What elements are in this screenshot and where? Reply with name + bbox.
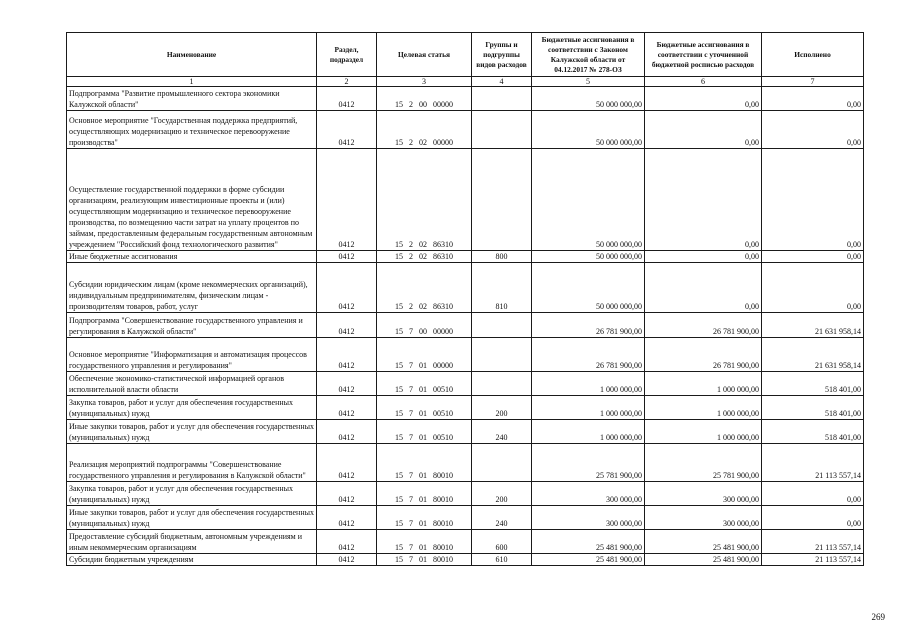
row-name: Подпрограмма "Совершенствование государственного управления и регулирования в Калужской области" xyxy=(67,313,317,338)
row-name: Предоставление субсидий бюджетным, автономным учреждениям и иным некоммерческим организациям xyxy=(67,530,317,554)
row-group: 800 xyxy=(472,251,532,263)
row-law: 25 481 900,00 xyxy=(532,554,645,566)
row-section: 0412 xyxy=(317,530,377,554)
row-executed: 0,00 xyxy=(762,87,864,111)
page-number: 269 xyxy=(871,612,885,622)
column-number: 5 xyxy=(532,77,645,87)
table-row xyxy=(67,444,864,482)
row-law: 50 000 000,00 xyxy=(532,87,645,111)
row-law: 1 000 000,00 xyxy=(532,420,645,444)
row-law: 50 000 000,00 xyxy=(532,251,645,263)
row-executed: 21 631 958,14 xyxy=(762,338,864,372)
row-group: 600 xyxy=(472,530,532,554)
row-section: 0412 xyxy=(317,482,377,506)
row-section: 0412 xyxy=(317,313,377,338)
row-name: Закупка товаров, работ и услуг для обеспечения государственных (муниципальных) нужд xyxy=(67,482,317,506)
row-executed: 0,00 xyxy=(762,263,864,313)
row-section: 0412 xyxy=(317,111,377,149)
table-row xyxy=(67,482,864,506)
row-law: 1 000 000,00 xyxy=(532,372,645,396)
row-target: 15 2 02 86310 xyxy=(377,149,472,251)
header-section: Раздел, подраздел xyxy=(317,33,377,77)
row-section: 0412 xyxy=(317,87,377,111)
column-number: 2 xyxy=(317,77,377,87)
table-row xyxy=(67,554,864,566)
column-number: 4 xyxy=(472,77,532,87)
row-law: 50 000 000,00 xyxy=(532,149,645,251)
header-row xyxy=(67,33,864,77)
row-group: 200 xyxy=(472,396,532,420)
table-row xyxy=(67,506,864,530)
row-target: 15 7 01 80010 xyxy=(377,444,472,482)
header-groups: Группы и подгруппы видов расходов xyxy=(472,33,532,77)
row-law: 300 000,00 xyxy=(532,482,645,506)
row-section: 0412 xyxy=(317,554,377,566)
row-name: Иные закупки товаров, работ и услуг для обеспечения государственных (муниципальных) нужд xyxy=(67,506,317,530)
row-group xyxy=(472,313,532,338)
row-refined: 300 000,00 xyxy=(645,482,762,506)
row-law: 1 000 000,00 xyxy=(532,396,645,420)
column-number: 3 xyxy=(377,77,472,87)
row-name: Субсидии юридическим лицам (кроме некоммерческих организаций), индивидуальным предпринимателям, физическим лицам - производителям товаров, работ, услуг xyxy=(67,263,317,313)
row-refined: 1 000 000,00 xyxy=(645,420,762,444)
row-target: 15 7 01 80010 xyxy=(377,482,472,506)
header-law: Бюджетные ассигнования в соответствии с Законом Калужской области от 04.12.2017 № 278-ОЗ xyxy=(532,33,645,77)
table-row xyxy=(67,372,864,396)
header-executed: Исполнено xyxy=(762,33,864,77)
row-refined: 0,00 xyxy=(645,149,762,251)
row-refined: 0,00 xyxy=(645,87,762,111)
row-group xyxy=(472,444,532,482)
table-row xyxy=(67,313,864,338)
table-row xyxy=(67,251,864,263)
row-target: 15 7 01 00000 xyxy=(377,338,472,372)
budget-table xyxy=(66,32,864,566)
row-name: Иные закупки товаров, работ и услуг для обеспечения государственных (муниципальных) нужд xyxy=(67,420,317,444)
table-row xyxy=(67,338,864,372)
row-group: 610 xyxy=(472,554,532,566)
budget-document xyxy=(66,32,863,566)
row-refined: 0,00 xyxy=(645,251,762,263)
row-refined: 26 781 900,00 xyxy=(645,338,762,372)
row-target: 15 7 01 80010 xyxy=(377,554,472,566)
row-target: 15 7 01 00510 xyxy=(377,396,472,420)
table-row xyxy=(67,111,864,149)
row-executed: 518 401,00 xyxy=(762,396,864,420)
row-executed: 0,00 xyxy=(762,251,864,263)
column-number: 7 xyxy=(762,77,864,87)
row-section: 0412 xyxy=(317,396,377,420)
row-group xyxy=(472,338,532,372)
row-refined: 26 781 900,00 xyxy=(645,313,762,338)
column-number: 1 xyxy=(67,77,317,87)
row-group: 200 xyxy=(472,482,532,506)
row-name: Субсидии бюджетным учреждениям xyxy=(67,554,317,566)
row-section: 0412 xyxy=(317,149,377,251)
row-target: 15 7 01 00510 xyxy=(377,420,472,444)
row-group xyxy=(472,149,532,251)
row-group xyxy=(472,372,532,396)
row-name: Основное мероприятие "Государственная поддержка предприятий, осуществляющих модернизацию и техническое перевооружение производства" xyxy=(67,111,317,149)
row-law: 50 000 000,00 xyxy=(532,263,645,313)
row-target: 15 2 00 00000 xyxy=(377,87,472,111)
row-refined: 300 000,00 xyxy=(645,506,762,530)
table-row xyxy=(67,420,864,444)
row-executed: 0,00 xyxy=(762,111,864,149)
row-law: 50 000 000,00 xyxy=(532,111,645,149)
row-name: Основное мероприятие "Информатизация и автоматизация процессов государственного управления и регулирования" xyxy=(67,338,317,372)
row-group: 240 xyxy=(472,420,532,444)
row-law: 25 781 900,00 xyxy=(532,444,645,482)
row-refined: 1 000 000,00 xyxy=(645,372,762,396)
row-target: 15 7 01 80010 xyxy=(377,530,472,554)
row-executed: 21 113 557,14 xyxy=(762,530,864,554)
column-number: 6 xyxy=(645,77,762,87)
row-section: 0412 xyxy=(317,372,377,396)
row-executed: 518 401,00 xyxy=(762,420,864,444)
row-name: Подпрограмма "Развитие промышленного сектора экономики Калужской области" xyxy=(67,87,317,111)
row-target: 15 2 02 86310 xyxy=(377,263,472,313)
row-refined: 25 481 900,00 xyxy=(645,530,762,554)
row-law: 25 481 900,00 xyxy=(532,530,645,554)
row-group xyxy=(472,87,532,111)
row-target: 15 7 01 80010 xyxy=(377,506,472,530)
table-row xyxy=(67,263,864,313)
row-section: 0412 xyxy=(317,251,377,263)
column-number-row xyxy=(67,77,864,87)
row-refined: 0,00 xyxy=(645,111,762,149)
row-name: Иные бюджетные ассигнования xyxy=(67,251,317,263)
row-section: 0412 xyxy=(317,444,377,482)
row-section: 0412 xyxy=(317,338,377,372)
table-row xyxy=(67,149,864,251)
header-refined: Бюджетные ассигнования в соответствии с уточненной бюджетной росписью расходов xyxy=(645,33,762,77)
row-executed: 21 631 958,14 xyxy=(762,313,864,338)
row-target: 15 7 01 00510 xyxy=(377,372,472,396)
table-row xyxy=(67,87,864,111)
row-target: 15 2 02 86310 xyxy=(377,251,472,263)
row-executed: 0,00 xyxy=(762,506,864,530)
row-name: Осуществление государственной поддержки в форме субсидии организациям, реализующим инвестиционные проекты и (или) осуществляющим модернизацию и техническое перевооружение производства, по возмещению части затрат на уплату процентов по займам, предоставленным федеральным государственным автономным учреждением "Российский фонд технологического развития" xyxy=(67,149,317,251)
row-name: Обеспечение экономико-статистической информацией органов исполнительной власти области xyxy=(67,372,317,396)
row-executed: 21 113 557,14 xyxy=(762,554,864,566)
row-refined: 0,00 xyxy=(645,263,762,313)
header-target: Целевая статья xyxy=(377,33,472,77)
row-refined: 25 481 900,00 xyxy=(645,554,762,566)
row-target: 15 2 02 00000 xyxy=(377,111,472,149)
row-law: 26 781 900,00 xyxy=(532,313,645,338)
row-group xyxy=(472,111,532,149)
row-name: Реализация мероприятий подпрограммы "Совершенствование государственного управления и регулирования в Калужской области" xyxy=(67,444,317,482)
row-section: 0412 xyxy=(317,263,377,313)
header-name: Наименование xyxy=(67,33,317,77)
row-group: 240 xyxy=(472,506,532,530)
row-law: 300 000,00 xyxy=(532,506,645,530)
row-section: 0412 xyxy=(317,420,377,444)
row-section: 0412 xyxy=(317,506,377,530)
table-row xyxy=(67,396,864,420)
table-row xyxy=(67,530,864,554)
row-name: Закупка товаров, работ и услуг для обеспечения государственных (муниципальных) нужд xyxy=(67,396,317,420)
row-executed: 518 401,00 xyxy=(762,372,864,396)
row-executed: 0,00 xyxy=(762,149,864,251)
row-target: 15 7 00 00000 xyxy=(377,313,472,338)
row-executed: 0,00 xyxy=(762,482,864,506)
row-executed: 21 113 557,14 xyxy=(762,444,864,482)
row-law: 26 781 900,00 xyxy=(532,338,645,372)
row-refined: 25 781 900,00 xyxy=(645,444,762,482)
row-group: 810 xyxy=(472,263,532,313)
row-refined: 1 000 000,00 xyxy=(645,396,762,420)
